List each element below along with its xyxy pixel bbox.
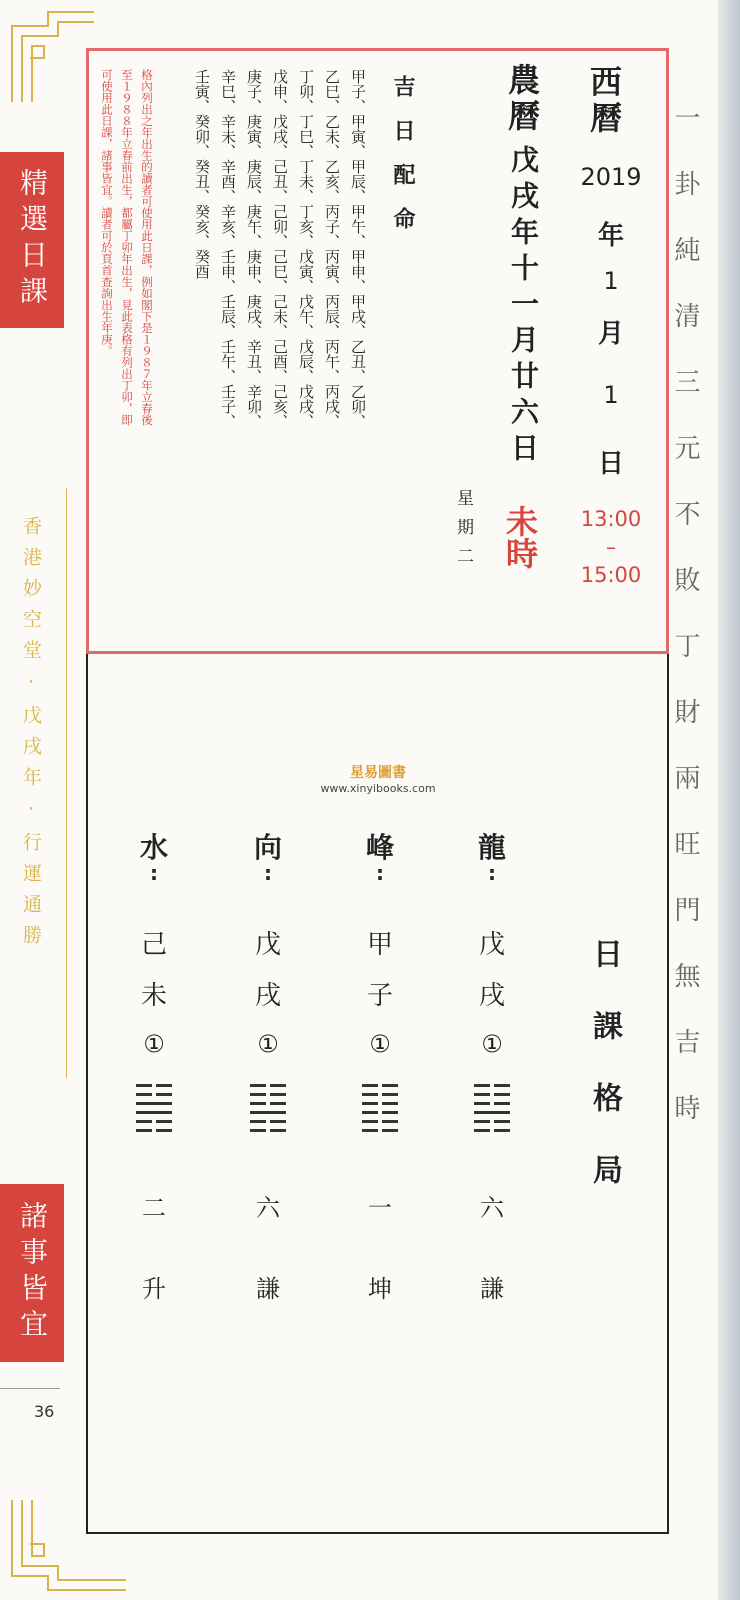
left-motto: 香港妙空堂‧戊戌年‧行運通勝	[20, 516, 42, 956]
gua-number: 六	[480, 1194, 504, 1222]
pattern-column-facing	[238, 826, 298, 1304]
western-month-unit: 月	[597, 319, 624, 349]
time-start: 13:00	[580, 507, 642, 531]
lunar-hour: 未時	[501, 505, 539, 569]
note-column: 格內列出之年出生的讀者可使用此日課，例如閣下是１９８７年立春後	[139, 69, 154, 426]
ganzhi-column: 甲子、甲寅、甲辰、甲午、甲申、甲戌、乙丑、乙卯、	[349, 69, 367, 429]
ganzhi-bottom: 戌	[478, 981, 505, 1011]
ganzhi-bottom: 未	[140, 981, 167, 1011]
hexagram-icon	[136, 1084, 172, 1132]
pattern-column-water	[124, 826, 184, 1304]
hexagram-icon	[474, 1084, 510, 1132]
western-day-unit: 日	[597, 449, 624, 479]
left-divider	[66, 488, 67, 1078]
gua-name: 坤	[368, 1275, 392, 1303]
ganzhi-bottom: 戌	[254, 981, 281, 1011]
note-column: 可使用此日課，諸事皆宜。讀者可於頁首查詢出生年庚。	[99, 69, 114, 357]
weekday: 星期二	[453, 489, 473, 576]
auspicious-title: 吉日配命	[390, 75, 415, 251]
gua-number: 二	[142, 1194, 166, 1222]
lunar-date: 戊戌年十一月廿六日	[507, 145, 540, 469]
western-year-unit: 年	[597, 221, 624, 251]
circled-number: ①	[481, 1030, 503, 1058]
watermark	[308, 762, 448, 795]
ganzhi-top: 戊	[254, 930, 281, 960]
pattern-column-dragon	[462, 826, 522, 1304]
pattern-box	[86, 654, 669, 1534]
lunar-label: 農曆	[503, 63, 541, 135]
gua-number: 一	[368, 1194, 392, 1222]
ganzhi-column: 丁卯、丁巳、丁未、丁亥、戊寅、戊午、戊辰、戊戌、	[297, 69, 315, 429]
hexagram-icon	[250, 1084, 286, 1132]
gua-name: 謙	[480, 1275, 504, 1303]
ganzhi-column: 壬寅、癸卯、癸丑、癸亥、癸酉	[193, 69, 211, 279]
usage-note	[91, 69, 171, 629]
right-side-text: 一卦純清三元不敗丁財兩旺門無吉時	[670, 104, 700, 1160]
western-month: 1	[603, 267, 619, 295]
ganzhi-bottom: 子	[366, 981, 393, 1011]
western-day: 1	[603, 381, 619, 409]
western-label: 西曆	[585, 65, 623, 137]
column-label: 水	[139, 831, 168, 864]
tab-all-suitable: 諸事皆宜	[0, 1184, 64, 1362]
tab-selected-day: 精選日課	[0, 152, 64, 328]
gua-number: 六	[256, 1194, 280, 1222]
page-edge-shadow	[718, 0, 740, 1600]
ganzhi-column: 庚子、庚寅、庚辰、庚午、庚申、庚戌、辛丑、辛卯、	[245, 69, 263, 429]
colon: :	[488, 861, 496, 885]
pattern-column-peak	[350, 826, 410, 1304]
page-number-line	[0, 1388, 60, 1389]
time-end: 15:00	[580, 563, 642, 587]
colon: :	[376, 861, 384, 885]
note-column: 至１９８８年立春前出生，都屬丁卯年出生，見此表格有列出丁卯，即	[119, 69, 134, 426]
circled-number: ①	[257, 1030, 279, 1058]
western-year: 2019	[580, 163, 642, 191]
pattern-title: 日課格局	[587, 938, 622, 1226]
colon: :	[264, 861, 272, 885]
corner-ornament-top	[8, 6, 98, 102]
circled-number: ①	[143, 1030, 165, 1058]
circled-number: ①	[369, 1030, 391, 1058]
gua-name: 謙	[256, 1275, 280, 1303]
watermark-brand: 星易圖書	[350, 765, 406, 781]
ganzhi-list	[189, 69, 375, 629]
ganzhi-top: 己	[140, 930, 167, 960]
colon: :	[150, 861, 158, 885]
ganzhi-column: 戊申、戊戌、己丑、己卯、己巳、己未、己酉、己亥、	[271, 69, 289, 429]
time-dash: –	[606, 535, 616, 559]
page-number: 36	[34, 1402, 55, 1421]
gua-name: 升	[142, 1275, 166, 1303]
ganzhi-column: 乙巳、乙未、乙亥、丙子、丙寅、丙辰、丙午、丙戌、	[323, 69, 341, 429]
date-box	[86, 48, 669, 654]
column-label: 向	[253, 831, 282, 864]
column-label: 峰	[365, 831, 394, 864]
hexagram-icon	[362, 1084, 398, 1132]
column-label: 龍	[477, 831, 506, 864]
ganzhi-top: 戊	[478, 930, 505, 960]
ganzhi-column: 辛巳、辛未、辛酉、辛亥、壬申、壬辰、壬午、壬子、	[219, 69, 237, 429]
watermark-url: www.xinyibooks.com	[320, 782, 436, 795]
ganzhi-top: 甲	[366, 930, 393, 960]
